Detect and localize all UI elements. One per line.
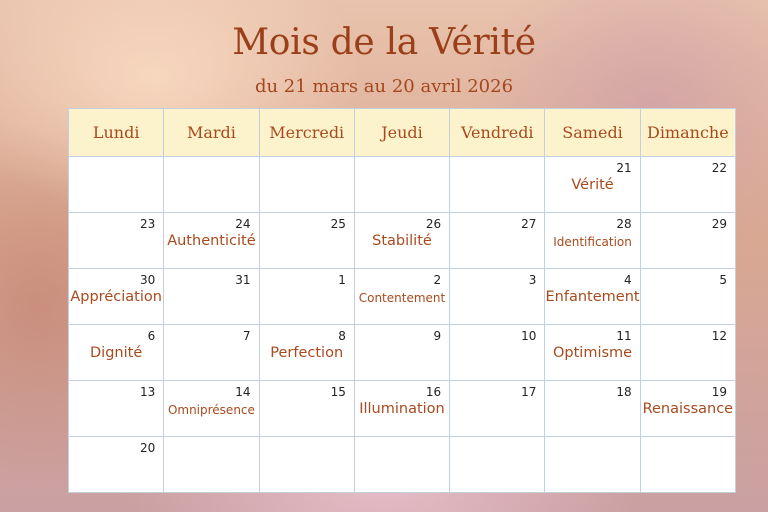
calendar-day-cell	[545, 437, 640, 493]
weekday-header-thursday: Jeudi	[354, 109, 449, 157]
calendar-day-cell	[164, 213, 259, 269]
calendar-day-cell	[69, 213, 164, 269]
day-number: 27	[521, 217, 537, 231]
calendar-day-cell	[450, 269, 545, 325]
day-theme-label: Illumination	[359, 401, 445, 417]
calendar-week-row	[69, 213, 736, 269]
calendar-day-cell	[259, 157, 354, 213]
day-number: 10	[521, 329, 537, 343]
calendar-day-cell	[640, 437, 735, 493]
calendar-day-cell	[69, 325, 164, 381]
day-number: 7	[242, 329, 251, 343]
calendar-week-row	[69, 437, 736, 493]
day-number: 28	[616, 217, 632, 231]
day-number: 29	[711, 217, 727, 231]
calendar-day-cell	[640, 269, 735, 325]
day-number: 30	[140, 273, 156, 287]
weekday-header-friday: Vendredi	[450, 109, 545, 157]
calendar-day-cell	[545, 325, 640, 381]
day-number: 25	[330, 217, 346, 231]
calendar-week-row	[69, 325, 736, 381]
calendar-day-cell	[354, 157, 449, 213]
calendar-day-cell	[450, 381, 545, 437]
calendar-day-cell	[259, 213, 354, 269]
day-theme-label: Vérité	[571, 177, 614, 193]
day-theme-label: Perfection	[270, 345, 344, 361]
day-number: 20	[140, 441, 156, 455]
day-number: 12	[711, 329, 727, 343]
calendar-day-cell	[69, 157, 164, 213]
page-title: Mois de la Vérité	[232, 22, 536, 63]
day-number: 22	[711, 161, 727, 175]
calendar-day-cell	[545, 213, 640, 269]
calendar-day-cell	[450, 213, 545, 269]
weekday-header-sunday: Dimanche	[640, 109, 735, 157]
calendar-day-cell	[640, 157, 735, 213]
calendar-week-row	[69, 269, 736, 325]
day-number: 21	[616, 161, 632, 175]
calendar-day-cell	[164, 381, 259, 437]
day-theme-label: Stabilité	[372, 233, 432, 249]
day-theme-label: Appréciation	[70, 289, 162, 305]
calendar-day-cell	[450, 325, 545, 381]
calendar-day-cell	[259, 325, 354, 381]
page-subtitle: du 21 mars au 20 avril 2026	[254, 76, 514, 97]
day-theme-label: Renaissance	[642, 401, 734, 417]
day-number: 15	[330, 385, 346, 399]
day-number: 24	[235, 217, 251, 231]
day-theme-label: Contentement	[358, 291, 446, 305]
day-theme-label: Dignité	[90, 345, 143, 361]
weekday-header-tuesday: Mardi	[164, 109, 259, 157]
day-theme-label: Identification	[553, 235, 632, 249]
calendar-day-cell	[259, 437, 354, 493]
day-number: 8	[338, 329, 346, 343]
day-number: 11	[616, 329, 632, 343]
calendar-day-cell	[545, 157, 640, 213]
calendar-day-cell	[354, 437, 449, 493]
day-number: 16	[425, 385, 442, 399]
day-number: 23	[140, 217, 156, 231]
day-number: 1	[338, 273, 346, 287]
day-number: 6	[147, 329, 156, 343]
calendar-day-cell	[164, 437, 259, 493]
calendar-day-cell	[164, 325, 259, 381]
calendar-day-cell	[640, 381, 735, 437]
day-theme-label: Authenticité	[167, 233, 256, 249]
day-number: 2	[433, 273, 442, 287]
day-number: 31	[235, 273, 251, 287]
calendar-day-cell	[640, 325, 735, 381]
weekday-header-saturday: Samedi	[545, 109, 640, 157]
weekday-header-monday: Lundi	[69, 109, 164, 157]
day-number: 26	[425, 217, 442, 231]
day-number: 13	[140, 385, 156, 399]
calendar-day-cell	[354, 269, 449, 325]
calendar-day-cell	[545, 381, 640, 437]
day-number: 17	[521, 385, 537, 399]
calendar-week-row	[69, 381, 736, 437]
calendar-day-cell	[69, 437, 164, 493]
calendar-day-cell	[354, 213, 449, 269]
calendar-day-cell	[354, 381, 449, 437]
calendar-day-cell	[450, 437, 545, 493]
calendar-body	[69, 157, 736, 493]
calendar-day-cell	[69, 269, 164, 325]
day-theme-label: Enfantement	[545, 289, 640, 305]
calendar-day-cell	[164, 157, 259, 213]
calendar-day-cell	[545, 269, 640, 325]
weekday-header-wednesday: Mercredi	[259, 109, 354, 157]
day-number: 3	[528, 273, 537, 287]
day-number: 4	[624, 273, 632, 287]
calendar-day-cell	[164, 269, 259, 325]
day-number: 18	[616, 385, 632, 399]
calendar-day-cell	[259, 381, 354, 437]
calendar-grid	[68, 108, 736, 493]
calendar-day-cell	[259, 269, 354, 325]
day-number: 5	[719, 273, 727, 287]
day-theme-label: Optimisme	[553, 345, 633, 361]
calendar-day-cell	[354, 325, 449, 381]
calendar-day-cell	[450, 157, 545, 213]
calendar-day-cell	[69, 381, 164, 437]
weekday-header-row	[69, 109, 736, 157]
calendar-week-row	[69, 157, 736, 213]
day-number: 9	[433, 329, 442, 343]
day-theme-label: Omniprésence	[167, 403, 255, 417]
calendar-day-cell	[640, 213, 735, 269]
day-number: 19	[711, 385, 727, 399]
day-number: 14	[235, 385, 251, 399]
